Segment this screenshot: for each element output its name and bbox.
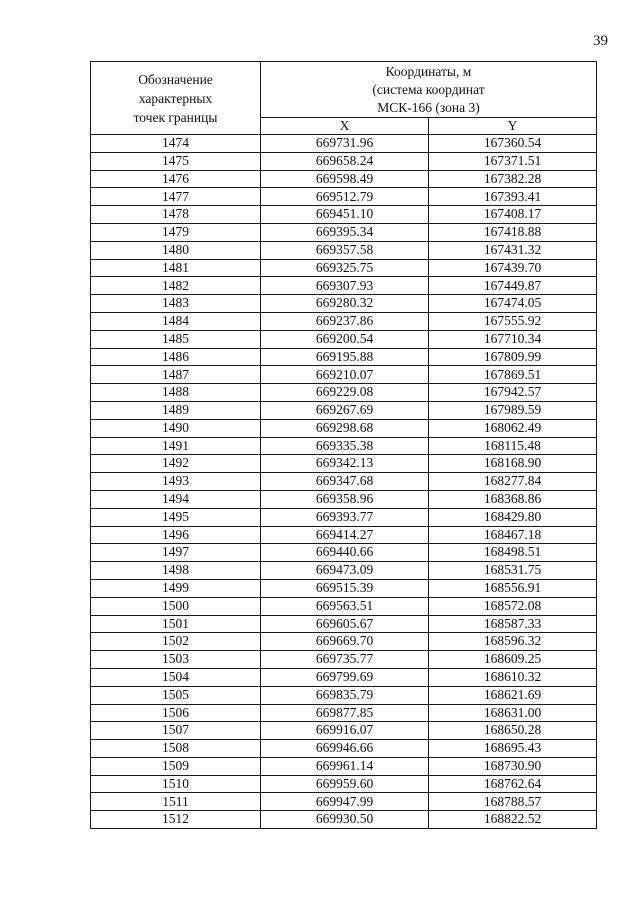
table-row (91, 668, 597, 686)
y-column-header: Y (429, 118, 597, 135)
x-coordinate-cell: 669195.88 (261, 348, 429, 366)
point-id-cell: 1485 (91, 330, 261, 348)
table-row (91, 544, 597, 562)
x-coordinate-cell: 669598.49 (261, 170, 429, 188)
x-coordinate-cell: 669237.86 (261, 312, 429, 330)
x-coordinate-cell: 669473.09 (261, 562, 429, 580)
x-coordinate-cell: 669393.77 (261, 508, 429, 526)
table-row (91, 295, 597, 313)
x-coordinate-cell: 669877.85 (261, 704, 429, 722)
point-id-cell: 1512 (91, 811, 261, 829)
point-id-cell: 1488 (91, 384, 261, 402)
point-id-cell: 1495 (91, 508, 261, 526)
y-coordinate-cell: 167418.88 (429, 223, 597, 241)
y-coordinate-cell: 167449.87 (429, 277, 597, 295)
x-coordinate-cell: 669961.14 (261, 757, 429, 775)
table-row (91, 259, 597, 277)
x-coordinate-cell: 669414.27 (261, 526, 429, 544)
point-id-cell: 1498 (91, 562, 261, 580)
table-row (91, 473, 597, 491)
table-row (91, 419, 597, 437)
point-id-cell: 1494 (91, 490, 261, 508)
x-coordinate-cell: 669658.24 (261, 152, 429, 170)
point-id-cell: 1500 (91, 597, 261, 615)
point-id-cell: 1502 (91, 633, 261, 651)
point-id-cell: 1489 (91, 401, 261, 419)
point-id-cell: 1476 (91, 170, 261, 188)
x-coordinate-cell: 669347.68 (261, 473, 429, 491)
coordinates-header (261, 62, 597, 118)
point-id-cell: 1509 (91, 757, 261, 775)
y-coordinate-cell: 167360.54 (429, 135, 597, 153)
point-id-cell: 1504 (91, 668, 261, 686)
y-coordinate-cell: 168531.75 (429, 562, 597, 580)
point-label-line: характерных (138, 90, 213, 106)
table-body (91, 135, 597, 829)
y-coordinate-cell: 168168.90 (429, 455, 597, 473)
x-coordinate-cell: 669959.60 (261, 775, 429, 793)
table-row (91, 241, 597, 259)
point-id-cell: 1506 (91, 704, 261, 722)
y-coordinate-cell: 167439.70 (429, 259, 597, 277)
y-coordinate-cell: 168621.69 (429, 686, 597, 704)
point-id-cell: 1477 (91, 188, 261, 206)
x-coordinate-cell: 669512.79 (261, 188, 429, 206)
point-id-cell: 1511 (91, 793, 261, 811)
x-coordinate-cell: 669325.75 (261, 259, 429, 277)
coordinates-label-line: (система координат (372, 81, 485, 97)
x-coordinate-cell: 669229.08 (261, 384, 429, 402)
page-number: 39 (593, 33, 608, 49)
y-coordinate-cell: 168062.49 (429, 419, 597, 437)
point-id-cell: 1508 (91, 740, 261, 758)
x-coordinate-cell: 669930.50 (261, 811, 429, 829)
y-coordinate-cell: 168609.25 (429, 651, 597, 669)
y-coordinate-cell: 168822.52 (429, 811, 597, 829)
point-id-cell: 1490 (91, 419, 261, 437)
table-row (91, 508, 597, 526)
y-coordinate-cell: 167408.17 (429, 206, 597, 224)
table-row (91, 455, 597, 473)
x-coordinate-cell: 669605.67 (261, 615, 429, 633)
point-id-cell: 1497 (91, 544, 261, 562)
table-row (91, 579, 597, 597)
table-row (91, 152, 597, 170)
y-coordinate-cell: 167942.57 (429, 384, 597, 402)
y-coordinate-cell: 168429.80 (429, 508, 597, 526)
point-id-cell: 1510 (91, 775, 261, 793)
x-coordinate-cell: 669451.10 (261, 206, 429, 224)
y-coordinate-cell: 168631.00 (429, 704, 597, 722)
table-row (91, 348, 597, 366)
table-row (91, 722, 597, 740)
x-coordinate-cell: 669200.54 (261, 330, 429, 348)
y-coordinate-cell: 168650.28 (429, 722, 597, 740)
point-id-cell: 1478 (91, 206, 261, 224)
point-id-cell: 1475 (91, 152, 261, 170)
table-row (91, 597, 597, 615)
table-row (91, 793, 597, 811)
table-row (91, 615, 597, 633)
y-coordinate-cell: 168587.33 (429, 615, 597, 633)
y-coordinate-cell: 167371.51 (429, 152, 597, 170)
x-coordinate-cell: 669799.69 (261, 668, 429, 686)
point-id-cell: 1483 (91, 295, 261, 313)
point-label-line: Обозначение (138, 71, 213, 87)
y-coordinate-cell: 168556.91 (429, 579, 597, 597)
table-row (91, 437, 597, 455)
x-coordinate-cell: 669298.68 (261, 419, 429, 437)
point-id-cell: 1493 (91, 473, 261, 491)
point-id-cell: 1486 (91, 348, 261, 366)
table-row (91, 526, 597, 544)
x-coordinate-cell: 669669.70 (261, 633, 429, 651)
table-row (91, 490, 597, 508)
point-id-cell: 1481 (91, 259, 261, 277)
table-row (91, 757, 597, 775)
point-id-cell: 1482 (91, 277, 261, 295)
point-id-cell: 1480 (91, 241, 261, 259)
y-coordinate-cell: 167989.59 (429, 401, 597, 419)
point-label-line: точек границы (133, 109, 218, 125)
y-coordinate-cell: 167555.92 (429, 312, 597, 330)
point-id-cell: 1479 (91, 223, 261, 241)
x-coordinate-cell: 669515.39 (261, 579, 429, 597)
table-row (91, 170, 597, 188)
coordinates-table (90, 61, 597, 829)
y-coordinate-cell: 168498.51 (429, 544, 597, 562)
coordinates-label-line: Координаты, м (385, 63, 472, 79)
point-id-cell: 1491 (91, 437, 261, 455)
table-row (91, 223, 597, 241)
table-row (91, 384, 597, 402)
y-coordinate-cell: 168277.84 (429, 473, 597, 491)
coordinates-label-line: МСК-166 (зона 3) (377, 99, 480, 115)
table-row (91, 633, 597, 651)
y-coordinate-cell: 167710.34 (429, 330, 597, 348)
x-coordinate-cell: 669735.77 (261, 651, 429, 669)
x-coordinate-cell: 669731.96 (261, 135, 429, 153)
point-id-cell: 1496 (91, 526, 261, 544)
y-coordinate-cell: 168596.32 (429, 633, 597, 651)
x-coordinate-cell: 669357.58 (261, 241, 429, 259)
x-coordinate-cell: 669335.38 (261, 437, 429, 455)
x-coordinate-cell: 669835.79 (261, 686, 429, 704)
table-row (91, 740, 597, 758)
table-row (91, 562, 597, 580)
table-row (91, 401, 597, 419)
point-id-cell: 1499 (91, 579, 261, 597)
y-coordinate-cell: 167474.05 (429, 295, 597, 313)
table-row (91, 277, 597, 295)
y-coordinate-cell: 167393.41 (429, 188, 597, 206)
table-row (91, 775, 597, 793)
y-coordinate-cell: 168115.48 (429, 437, 597, 455)
x-coordinate-cell: 669947.99 (261, 793, 429, 811)
table-header (91, 62, 597, 135)
y-coordinate-cell: 167869.51 (429, 366, 597, 384)
table-row (91, 206, 597, 224)
y-coordinate-cell: 168695.43 (429, 740, 597, 758)
x-coordinate-cell: 669946.66 (261, 740, 429, 758)
x-coordinate-cell: 669307.93 (261, 277, 429, 295)
y-coordinate-cell: 168467.18 (429, 526, 597, 544)
y-coordinate-cell: 168572.08 (429, 597, 597, 615)
table-row (91, 686, 597, 704)
y-coordinate-cell: 168610.32 (429, 668, 597, 686)
y-coordinate-cell: 167382.28 (429, 170, 597, 188)
table-row (91, 330, 597, 348)
x-coordinate-cell: 669210.07 (261, 366, 429, 384)
x-coordinate-cell: 669267.69 (261, 401, 429, 419)
table-row (91, 651, 597, 669)
table-row (91, 312, 597, 330)
x-column-header: X (261, 118, 429, 135)
y-coordinate-cell: 168368.86 (429, 490, 597, 508)
x-coordinate-cell: 669395.34 (261, 223, 429, 241)
point-id-cell: 1505 (91, 686, 261, 704)
table-row (91, 188, 597, 206)
point-id-cell: 1474 (91, 135, 261, 153)
point-id-cell: 1507 (91, 722, 261, 740)
point-label-header (91, 62, 261, 135)
x-coordinate-cell: 669280.32 (261, 295, 429, 313)
table-row (91, 135, 597, 153)
point-id-cell: 1503 (91, 651, 261, 669)
point-id-cell: 1492 (91, 455, 261, 473)
point-id-cell: 1487 (91, 366, 261, 384)
x-coordinate-cell: 669563.51 (261, 597, 429, 615)
x-coordinate-cell: 669358.96 (261, 490, 429, 508)
x-coordinate-cell: 669440.66 (261, 544, 429, 562)
y-coordinate-cell: 168762.64 (429, 775, 597, 793)
table-row (91, 811, 597, 829)
point-id-cell: 1501 (91, 615, 261, 633)
table-row (91, 704, 597, 722)
x-coordinate-cell: 669342.13 (261, 455, 429, 473)
y-coordinate-cell: 168788.57 (429, 793, 597, 811)
point-id-cell: 1484 (91, 312, 261, 330)
table-row (91, 366, 597, 384)
y-coordinate-cell: 168730.90 (429, 757, 597, 775)
y-coordinate-cell: 167809.99 (429, 348, 597, 366)
y-coordinate-cell: 167431.32 (429, 241, 597, 259)
table-header-row (91, 62, 597, 118)
x-coordinate-cell: 669916.07 (261, 722, 429, 740)
